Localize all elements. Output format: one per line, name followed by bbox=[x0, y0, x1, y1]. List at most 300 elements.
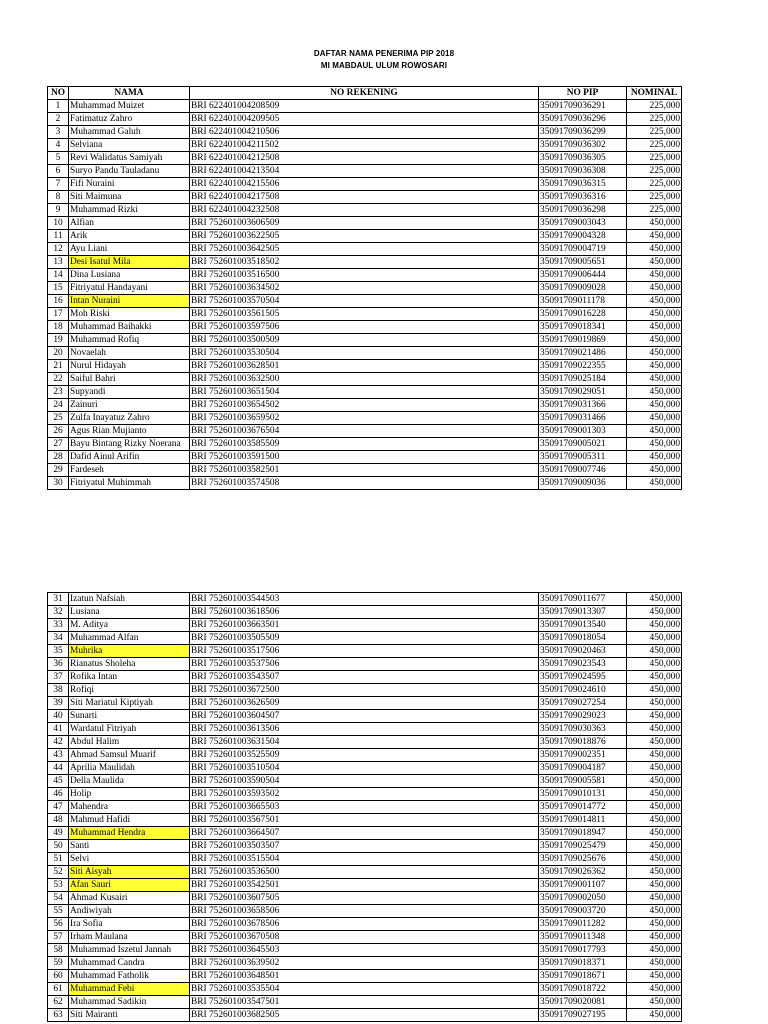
nominal-amount: 450,000 bbox=[627, 931, 682, 944]
recipient-name: Zainuri bbox=[69, 399, 190, 412]
header-nominal: NOMINAL bbox=[627, 87, 682, 100]
recipient-name: Fatimatuz Zahro bbox=[69, 113, 190, 126]
row-number: 14 bbox=[48, 269, 69, 282]
recipient-name: Sunarti bbox=[69, 710, 190, 723]
nominal-amount: 225,000 bbox=[627, 191, 682, 204]
recipient-name: Revi Walidatus Samiyah bbox=[69, 152, 190, 165]
account-number: BRI 622401004209505 bbox=[190, 113, 539, 126]
account-number: BRI 752601003593502 bbox=[190, 788, 539, 801]
row-number: 39 bbox=[48, 697, 69, 710]
pip-number: 35091709019869 bbox=[539, 334, 627, 347]
recipient-name: Abdul Halim bbox=[69, 736, 190, 749]
table-row bbox=[48, 360, 682, 373]
recipient-name: Muhammad Muizet bbox=[69, 100, 190, 113]
table-row bbox=[48, 165, 682, 178]
pip-number: 35091709023543 bbox=[539, 658, 627, 671]
nominal-amount: 450,000 bbox=[627, 425, 682, 438]
row-number: 9 bbox=[48, 204, 69, 217]
nominal-amount: 450,000 bbox=[627, 632, 682, 645]
nominal-amount: 450,000 bbox=[627, 269, 682, 282]
pip-number: 35091709025184 bbox=[539, 373, 627, 386]
table-row bbox=[48, 827, 682, 840]
account-number: BRI 752601003510504 bbox=[190, 762, 539, 775]
pip-number: 35091709036291 bbox=[539, 100, 627, 113]
table-row bbox=[48, 645, 682, 658]
nominal-amount: 450,000 bbox=[627, 347, 682, 360]
nominal-amount: 450,000 bbox=[627, 399, 682, 412]
nominal-amount: 450,000 bbox=[627, 996, 682, 1009]
row-number: 23 bbox=[48, 386, 69, 399]
row-number: 1 bbox=[48, 100, 69, 113]
pip-number: 35091709011677 bbox=[539, 593, 627, 606]
row-number: 48 bbox=[48, 814, 69, 827]
header-no: NO bbox=[48, 87, 69, 100]
nominal-amount: 225,000 bbox=[627, 126, 682, 139]
row-number: 8 bbox=[48, 191, 69, 204]
nominal-amount: 450,000 bbox=[627, 723, 682, 736]
table-row bbox=[48, 814, 682, 827]
nominal-amount: 450,000 bbox=[627, 775, 682, 788]
account-number: BRI 752601003597506 bbox=[190, 321, 539, 334]
account-number: BRI 752601003543507 bbox=[190, 671, 539, 684]
table-row bbox=[48, 204, 682, 217]
pip-number: 35091709029051 bbox=[539, 386, 627, 399]
table-row bbox=[48, 347, 682, 360]
table-row bbox=[48, 606, 682, 619]
nominal-amount: 450,000 bbox=[627, 762, 682, 775]
table-row bbox=[48, 334, 682, 347]
row-number: 10 bbox=[48, 217, 69, 230]
recipient-name: Ira Sofia bbox=[69, 918, 190, 931]
row-number: 45 bbox=[48, 775, 69, 788]
row-number: 25 bbox=[48, 412, 69, 425]
table-row bbox=[48, 879, 682, 892]
recipient-name: Novaelah bbox=[69, 347, 190, 360]
pip-number: 35091709018947 bbox=[539, 827, 627, 840]
nominal-amount: 225,000 bbox=[627, 139, 682, 152]
account-number: BRI 752601003547501 bbox=[190, 996, 539, 1009]
pip-number: 35091709029023 bbox=[539, 710, 627, 723]
account-number: BRI 752601003613506 bbox=[190, 723, 539, 736]
table-row bbox=[48, 464, 682, 477]
table-row bbox=[48, 295, 682, 308]
account-number: BRI 752601003561505 bbox=[190, 308, 539, 321]
recipient-name: Siti Maimuna bbox=[69, 191, 190, 204]
account-number: BRI 752601003628501 bbox=[190, 360, 539, 373]
row-number: 28 bbox=[48, 451, 69, 464]
pip-number: 35091709036305 bbox=[539, 152, 627, 165]
account-number: BRI 752601003676504 bbox=[190, 425, 539, 438]
account-number: BRI 752601003530504 bbox=[190, 347, 539, 360]
account-number: BRI 622401004213504 bbox=[190, 165, 539, 178]
table-row bbox=[48, 853, 682, 866]
table-row bbox=[48, 113, 682, 126]
table-row bbox=[48, 100, 682, 113]
pip-number: 35091709026362 bbox=[539, 866, 627, 879]
nominal-amount: 450,000 bbox=[627, 282, 682, 295]
nominal-amount: 450,000 bbox=[627, 983, 682, 996]
nominal-amount: 450,000 bbox=[627, 944, 682, 957]
pip-number: 35091709004328 bbox=[539, 230, 627, 243]
pip-number: 35091709018341 bbox=[539, 321, 627, 334]
nominal-amount: 450,000 bbox=[627, 905, 682, 918]
account-number: BRI 622401004210506 bbox=[190, 126, 539, 139]
nominal-amount: 450,000 bbox=[627, 386, 682, 399]
nominal-amount: 450,000 bbox=[627, 256, 682, 269]
nominal-amount: 450,000 bbox=[627, 957, 682, 970]
pip-number: 35091709036308 bbox=[539, 165, 627, 178]
recipient-name: Rofiqi bbox=[69, 684, 190, 697]
row-number: 44 bbox=[48, 762, 69, 775]
nominal-amount: 450,000 bbox=[627, 619, 682, 632]
pip-number: 35091709005581 bbox=[539, 775, 627, 788]
row-number: 35 bbox=[48, 645, 69, 658]
recipient-name: Rofika Intan bbox=[69, 671, 190, 684]
recipient-name: Mahendra bbox=[69, 801, 190, 814]
nominal-amount: 450,000 bbox=[627, 827, 682, 840]
nominal-amount: 450,000 bbox=[627, 438, 682, 451]
pip-number: 35091709002050 bbox=[539, 892, 627, 905]
table-row bbox=[48, 996, 682, 1009]
table-row bbox=[48, 944, 682, 957]
account-number: BRI 752601003659502 bbox=[190, 412, 539, 425]
account-number: BRI 752601003517506 bbox=[190, 645, 539, 658]
row-number: 17 bbox=[48, 308, 69, 321]
account-number: BRI 752601003672500 bbox=[190, 684, 539, 697]
recipient-name: Muhammad Alfan bbox=[69, 632, 190, 645]
recipient-name: Afan Sauri bbox=[69, 879, 190, 892]
account-number: BRI 752601003516500 bbox=[190, 269, 539, 282]
row-number: 30 bbox=[48, 477, 69, 490]
account-number: BRI 752601003570504 bbox=[190, 295, 539, 308]
account-number: BRI 752601003542501 bbox=[190, 879, 539, 892]
recipient-name: Ahmad Kusairi bbox=[69, 892, 190, 905]
account-number: BRI 752601003682505 bbox=[190, 1009, 539, 1022]
recipient-name: Zulfa Inayatuz Zahro bbox=[69, 412, 190, 425]
nominal-amount: 450,000 bbox=[627, 970, 682, 983]
recipient-name: Fifi Nuraini bbox=[69, 178, 190, 191]
recipient-name: Siti Mariatul Kiptiyah bbox=[69, 697, 190, 710]
account-number: BRI 752601003665503 bbox=[190, 801, 539, 814]
recipient-name: Dafid Ainul Arifin bbox=[69, 451, 190, 464]
nominal-amount: 450,000 bbox=[627, 684, 682, 697]
pip-number: 35091709017793 bbox=[539, 944, 627, 957]
table-row bbox=[48, 775, 682, 788]
pip-number: 35091709031466 bbox=[539, 412, 627, 425]
table-row bbox=[48, 905, 682, 918]
row-number: 62 bbox=[48, 996, 69, 1009]
account-number: BRI 752601003631504 bbox=[190, 736, 539, 749]
nominal-amount: 225,000 bbox=[627, 113, 682, 126]
table-row bbox=[48, 632, 682, 645]
recipient-name: Muhammad Rofiq bbox=[69, 334, 190, 347]
row-number: 47 bbox=[48, 801, 69, 814]
table-row bbox=[48, 308, 682, 321]
pip-number: 35091709025479 bbox=[539, 840, 627, 853]
recipient-name: Izatun Nafsiah bbox=[69, 593, 190, 606]
nominal-amount: 450,000 bbox=[627, 243, 682, 256]
recipient-name: Santi bbox=[69, 840, 190, 853]
nominal-amount: 450,000 bbox=[627, 321, 682, 334]
account-number: BRI 752601003567501 bbox=[190, 814, 539, 827]
recipient-name: Muhammad Fatholik bbox=[69, 970, 190, 983]
row-number: 22 bbox=[48, 373, 69, 386]
nominal-amount: 450,000 bbox=[627, 373, 682, 386]
pip-number: 35091709005021 bbox=[539, 438, 627, 451]
row-number: 32 bbox=[48, 606, 69, 619]
nominal-amount: 450,000 bbox=[627, 334, 682, 347]
table-row bbox=[48, 399, 682, 412]
account-number: BRI 752601003622505 bbox=[190, 230, 539, 243]
account-number: BRI 752601003537506 bbox=[190, 658, 539, 671]
recipient-name: Muhammad Rizki bbox=[69, 204, 190, 217]
account-number: BRI 752601003632500 bbox=[190, 373, 539, 386]
pip-number: 35091709014811 bbox=[539, 814, 627, 827]
nominal-amount: 225,000 bbox=[627, 204, 682, 217]
table-row bbox=[48, 723, 682, 736]
pip-number: 35091709001303 bbox=[539, 425, 627, 438]
account-number: BRI 752601003582501 bbox=[190, 464, 539, 477]
row-number: 55 bbox=[48, 905, 69, 918]
account-number: BRI 752601003607505 bbox=[190, 892, 539, 905]
row-number: 2 bbox=[48, 113, 69, 126]
account-number: BRI 752601003642505 bbox=[190, 243, 539, 256]
nominal-amount: 450,000 bbox=[627, 853, 682, 866]
row-number: 27 bbox=[48, 438, 69, 451]
table-row bbox=[48, 697, 682, 710]
table-row bbox=[48, 801, 682, 814]
nominal-amount: 450,000 bbox=[627, 866, 682, 879]
nominal-amount: 450,000 bbox=[627, 788, 682, 801]
table-row bbox=[48, 191, 682, 204]
nominal-amount: 225,000 bbox=[627, 165, 682, 178]
pip-number: 35091709027254 bbox=[539, 697, 627, 710]
nominal-amount: 450,000 bbox=[627, 879, 682, 892]
recipient-name: Irham Maulana bbox=[69, 931, 190, 944]
recipient-name: Fitriyatul Muhimmah bbox=[69, 477, 190, 490]
row-number: 6 bbox=[48, 165, 69, 178]
pip-number: 35091709036298 bbox=[539, 204, 627, 217]
pip-number: 35091709030363 bbox=[539, 723, 627, 736]
pip-number: 35091709011178 bbox=[539, 295, 627, 308]
nominal-amount: 450,000 bbox=[627, 671, 682, 684]
recipient-name: Ahmad Samsul Muarif bbox=[69, 749, 190, 762]
pip-number: 35091709031366 bbox=[539, 399, 627, 412]
pip-number: 35091709036302 bbox=[539, 139, 627, 152]
account-number: BRI 752601003604507 bbox=[190, 710, 539, 723]
row-number: 31 bbox=[48, 593, 69, 606]
account-number: BRI 752601003518502 bbox=[190, 256, 539, 269]
account-number: BRI 752601003658506 bbox=[190, 905, 539, 918]
row-number: 21 bbox=[48, 360, 69, 373]
table-row bbox=[48, 126, 682, 139]
table-row bbox=[48, 1009, 682, 1022]
pip-number: 35091709036296 bbox=[539, 113, 627, 126]
row-number: 26 bbox=[48, 425, 69, 438]
pip-number: 35091709013540 bbox=[539, 619, 627, 632]
pip-number: 35091709024595 bbox=[539, 671, 627, 684]
account-number: BRI 752601003670508 bbox=[190, 931, 539, 944]
recipient-name: Della Maulida bbox=[69, 775, 190, 788]
row-number: 4 bbox=[48, 139, 69, 152]
nominal-amount: 450,000 bbox=[627, 360, 682, 373]
table-row bbox=[48, 892, 682, 905]
recipient-name: Muhammad Iszetul Jannah bbox=[69, 944, 190, 957]
row-number: 42 bbox=[48, 736, 69, 749]
recipient-name: Rianatus Sholeha bbox=[69, 658, 190, 671]
nominal-amount: 450,000 bbox=[627, 697, 682, 710]
row-number: 53 bbox=[48, 879, 69, 892]
pip-number: 35091709018671 bbox=[539, 970, 627, 983]
row-number: 34 bbox=[48, 632, 69, 645]
table-row bbox=[48, 658, 682, 671]
recipient-name: Suryo Pandu Tauladanu bbox=[69, 165, 190, 178]
pip-number: 35091709024610 bbox=[539, 684, 627, 697]
recipient-name: Ayu Liani bbox=[69, 243, 190, 256]
pip-number: 35091709018876 bbox=[539, 736, 627, 749]
row-number: 50 bbox=[48, 840, 69, 853]
recipient-name: Agus Rian Mujianto bbox=[69, 425, 190, 438]
pip-number: 35091709010131 bbox=[539, 788, 627, 801]
row-number: 20 bbox=[48, 347, 69, 360]
recipient-name: Dina Lusiana bbox=[69, 269, 190, 282]
recipient-name: Bayu Bintang Rizky Noerana bbox=[69, 438, 190, 451]
nominal-amount: 450,000 bbox=[627, 217, 682, 230]
account-number: BRI 752601003503507 bbox=[190, 840, 539, 853]
recipient-name: Desi Isatul Mila bbox=[69, 256, 190, 269]
pip-number: 35091709002351 bbox=[539, 749, 627, 762]
row-number: 19 bbox=[48, 334, 69, 347]
row-number: 18 bbox=[48, 321, 69, 334]
row-number: 33 bbox=[48, 619, 69, 632]
row-number: 29 bbox=[48, 464, 69, 477]
row-number: 46 bbox=[48, 788, 69, 801]
row-number: 3 bbox=[48, 126, 69, 139]
recipient-name: Muhammad Baihakki bbox=[69, 321, 190, 334]
table-row bbox=[48, 386, 682, 399]
recipient-name: Holip bbox=[69, 788, 190, 801]
table-row bbox=[48, 957, 682, 970]
account-number: BRI 622401004217508 bbox=[190, 191, 539, 204]
table-row bbox=[48, 373, 682, 386]
recipient-name: Fardeseh bbox=[69, 464, 190, 477]
table-row bbox=[48, 256, 682, 269]
nominal-amount: 450,000 bbox=[627, 593, 682, 606]
account-number: BRI 752601003535504 bbox=[190, 983, 539, 996]
account-number: BRI 622401004208509 bbox=[190, 100, 539, 113]
recipient-name: Lusiana bbox=[69, 606, 190, 619]
account-number: BRI 752601003678506 bbox=[190, 918, 539, 931]
account-number: BRI 752601003645503 bbox=[190, 944, 539, 957]
recipient-name: Selvi bbox=[69, 853, 190, 866]
nominal-amount: 450,000 bbox=[627, 645, 682, 658]
table-row bbox=[48, 931, 682, 944]
account-number: BRI 752601003544503 bbox=[190, 593, 539, 606]
recipient-table-page-2 bbox=[47, 592, 682, 1022]
row-number: 40 bbox=[48, 710, 69, 723]
table-row bbox=[48, 477, 682, 490]
account-number: BRI 752601003574508 bbox=[190, 477, 539, 490]
recipient-name: M. Aditya bbox=[69, 619, 190, 632]
row-number: 52 bbox=[48, 866, 69, 879]
pip-number: 35091709009036 bbox=[539, 477, 627, 490]
table-row bbox=[48, 269, 682, 282]
row-number: 7 bbox=[48, 178, 69, 191]
recipient-name: Fitriyatul Handayani bbox=[69, 282, 190, 295]
recipient-name: Siti Mairanti bbox=[69, 1009, 190, 1022]
recipient-name: Mahmud Hafidi bbox=[69, 814, 190, 827]
pip-number: 35091709020463 bbox=[539, 645, 627, 658]
recipient-name: Arik bbox=[69, 230, 190, 243]
recipient-name: Selviana bbox=[69, 139, 190, 152]
pip-number: 35091709004719 bbox=[539, 243, 627, 256]
nominal-amount: 450,000 bbox=[627, 451, 682, 464]
header-no-pip: NO PIP bbox=[539, 87, 627, 100]
table-row bbox=[48, 438, 682, 451]
row-number: 37 bbox=[48, 671, 69, 684]
row-number: 11 bbox=[48, 230, 69, 243]
account-number: BRI 752601003651504 bbox=[190, 386, 539, 399]
table-row bbox=[48, 788, 682, 801]
pip-number: 35091709001107 bbox=[539, 879, 627, 892]
table-row bbox=[48, 321, 682, 334]
table-row bbox=[48, 217, 682, 230]
nominal-amount: 450,000 bbox=[627, 230, 682, 243]
row-number: 15 bbox=[48, 282, 69, 295]
recipient-name: Muhammad Febi bbox=[69, 983, 190, 996]
row-number: 43 bbox=[48, 749, 69, 762]
header-nama: NAMA bbox=[69, 87, 190, 100]
pip-number: 35091709016228 bbox=[539, 308, 627, 321]
recipient-name: Muhammad Galuh bbox=[69, 126, 190, 139]
table-row bbox=[48, 840, 682, 853]
account-number: BRI 622401004212508 bbox=[190, 152, 539, 165]
nominal-amount: 450,000 bbox=[627, 606, 682, 619]
table-row bbox=[48, 684, 682, 697]
nominal-amount: 450,000 bbox=[627, 840, 682, 853]
pip-number: 35091709007746 bbox=[539, 464, 627, 477]
account-number: BRI 752601003664507 bbox=[190, 827, 539, 840]
document-title: DAFTAR NAMA PENERIMA PIP 2018 bbox=[313, 49, 455, 58]
pip-number: 35091709036316 bbox=[539, 191, 627, 204]
table-row bbox=[48, 139, 682, 152]
nominal-amount: 450,000 bbox=[627, 749, 682, 762]
pip-number: 35091709022355 bbox=[539, 360, 627, 373]
table-row bbox=[48, 451, 682, 464]
pip-number: 35091709036315 bbox=[539, 178, 627, 191]
nominal-amount: 225,000 bbox=[627, 178, 682, 191]
account-number: BRI 622401004232508 bbox=[190, 204, 539, 217]
row-number: 13 bbox=[48, 256, 69, 269]
pip-number: 35091709018371 bbox=[539, 957, 627, 970]
row-number: 57 bbox=[48, 931, 69, 944]
nominal-amount: 450,000 bbox=[627, 814, 682, 827]
row-number: 56 bbox=[48, 918, 69, 931]
account-number: BRI 752601003515504 bbox=[190, 853, 539, 866]
row-number: 63 bbox=[48, 1009, 69, 1022]
recipient-name: Aprilia Maulidah bbox=[69, 762, 190, 775]
row-number: 60 bbox=[48, 970, 69, 983]
pip-number: 35091709021486 bbox=[539, 347, 627, 360]
recipient-name: Alfian bbox=[69, 217, 190, 230]
pip-number: 35091709005651 bbox=[539, 256, 627, 269]
table-row bbox=[48, 762, 682, 775]
row-number: 51 bbox=[48, 853, 69, 866]
pip-number: 35091709006444 bbox=[539, 269, 627, 282]
account-number: BRI 752601003591500 bbox=[190, 451, 539, 464]
recipient-table-page-1 bbox=[47, 86, 682, 490]
pip-number: 35091709018054 bbox=[539, 632, 627, 645]
